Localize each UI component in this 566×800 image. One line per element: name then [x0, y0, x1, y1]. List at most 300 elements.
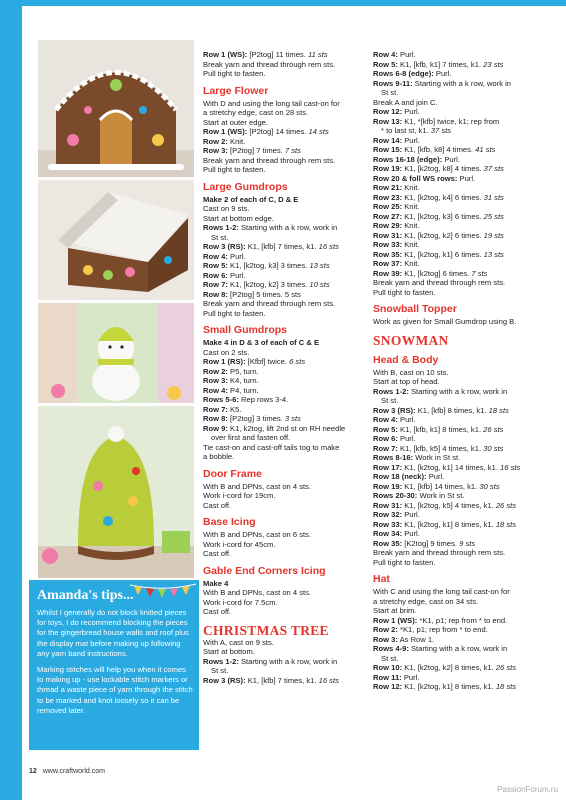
- row-label: Row 1 (WS):: [203, 127, 248, 136]
- instruction-row: [203, 280, 366, 290]
- instruction-row: [373, 644, 548, 654]
- watermark: PassionForum.ru: [497, 785, 558, 794]
- instruction-row: [203, 242, 366, 252]
- row-label: Row 8:: [203, 289, 228, 299]
- instruction-line: [203, 60, 366, 70]
- stitch-count: 37 sts: [430, 126, 452, 135]
- row-text: Knit.: [402, 202, 420, 211]
- instruction-line: [203, 443, 366, 453]
- row-label: Rows 16-18 (edge):: [373, 154, 443, 164]
- instruction-row: [373, 193, 548, 203]
- row-label: Row 2:: [203, 136, 228, 146]
- instruction-line: [373, 278, 548, 288]
- row-text: K1, [k2tog, k3] 6 times.: [402, 211, 484, 221]
- row-text: K1, [kfb, k8] 4 times.: [402, 145, 476, 154]
- stitch-count: 9 sts: [459, 538, 476, 548]
- instruction-row: [373, 79, 548, 89]
- instruction-row: [373, 136, 548, 146]
- instruction-line: [373, 368, 548, 378]
- row-text: Knit.: [402, 221, 420, 230]
- row-text: K1, [kfb] 14 times, k1.: [402, 481, 480, 491]
- row-label: Row 29:: [373, 221, 403, 230]
- section-heading: Head & Body: [373, 353, 439, 366]
- row-label: Row 33:: [373, 519, 403, 529]
- row-label: Row 20 & foll WS rows:: [373, 173, 458, 183]
- instruction-line: [203, 108, 366, 118]
- instruction-row: [203, 146, 366, 156]
- row-text: St st.: [211, 232, 229, 242]
- row-text: Work as given for Small Gumdrop using B.: [373, 317, 517, 326]
- row-label: Row 31:: [373, 230, 403, 240]
- row-label: Row 3 (RS):: [373, 405, 416, 415]
- row-label: Rows 1-2:: [373, 386, 409, 396]
- tips-box: [29, 580, 199, 750]
- instruction-row: [373, 434, 548, 444]
- row-label: Rows 1-2:: [203, 223, 239, 232]
- row-text: Work i-cord for 19cm.: [203, 491, 276, 500]
- stitch-count: 3 sts: [284, 414, 301, 423]
- instruction-line: [203, 491, 366, 501]
- row-text: K1, [k2tog, k3] 3 times.: [227, 261, 310, 270]
- instruction-row: [373, 69, 548, 79]
- bunting-decoration: [130, 582, 196, 600]
- stitch-count: 13 sts: [483, 249, 504, 259]
- row-text: Rep rows 3-4.: [238, 395, 289, 404]
- instruction-row: [373, 174, 548, 184]
- row-text: *K1, p1; rep from * to end.: [417, 615, 508, 625]
- row-text: a stretchy edge, cast on 34 sts.: [373, 596, 479, 606]
- instruction-line: [203, 540, 366, 550]
- instruction-line: [203, 299, 366, 309]
- row-text: a bobble.: [203, 452, 235, 461]
- row-label: Row 34:: [373, 529, 403, 538]
- row-text: With B and DPNs, cast on 4 sts.: [203, 481, 312, 491]
- row-text: Cast off.: [203, 549, 232, 558]
- instruction-row: [373, 117, 548, 127]
- section-heading: Small Gumdrops: [203, 324, 288, 336]
- stitch-count: 25 sts: [483, 211, 504, 221]
- instruction-line: [203, 309, 366, 319]
- row-label: Row 19:: [373, 481, 403, 491]
- instruction-line: [203, 638, 366, 648]
- row-text: Start at bottom.: [203, 647, 255, 656]
- instruction-row: [203, 405, 366, 415]
- instruction-row: [373, 155, 548, 165]
- row-text: Work in St st.: [417, 491, 465, 500]
- instruction-line: [373, 88, 548, 98]
- row-label: Row 4:: [203, 251, 228, 261]
- instruction-row: [373, 510, 548, 520]
- row-text: Knit.: [402, 183, 420, 192]
- instruction-row: [203, 252, 366, 262]
- instruction-row: [373, 491, 548, 501]
- stitch-count: 7 sts: [471, 268, 488, 278]
- row-label: Rows 20-30:: [373, 491, 418, 500]
- row-label: Row 5:: [203, 261, 228, 270]
- row-label: Row 18 (neck):: [373, 472, 427, 481]
- instruction-line: [203, 156, 366, 166]
- row-text: Purl.: [227, 270, 246, 280]
- instruction-line: [203, 607, 366, 617]
- instruction-row: [203, 676, 366, 686]
- instruction-row: [373, 616, 548, 626]
- instruction-line: [373, 548, 548, 558]
- row-text: With B, cast on 10 sts.: [373, 367, 449, 377]
- row-text: Pull tight to fasten.: [203, 165, 266, 174]
- row-label: Row 31:: [373, 500, 403, 510]
- row-text: Start at bottom edge.: [203, 213, 274, 223]
- row-text: [P2tog] 14 times.: [247, 127, 309, 136]
- photo-christmas-tree: [38, 406, 194, 578]
- stitch-count: 18 sts: [488, 405, 509, 415]
- row-text: P4, turn.: [227, 385, 259, 395]
- row-label: Row 3:: [373, 634, 398, 644]
- row-text: *K1, p1; rep from * to end.: [397, 625, 488, 634]
- instruction-line: [203, 69, 366, 79]
- row-text: [K2tog] 9 times.: [402, 538, 460, 548]
- row-text: Work in St st.: [413, 453, 461, 462]
- instruction-row: [373, 444, 548, 454]
- row-label: Row 19:: [373, 164, 403, 173]
- instruction-line: Make 4: [203, 578, 229, 588]
- instruction-row: [203, 376, 366, 386]
- instruction-line: [203, 118, 366, 128]
- instruction-line: Make 4 in D & 3 of each of C & E: [203, 338, 320, 347]
- row-text: Start at top of head.: [373, 377, 440, 386]
- row-label: Row 3:: [203, 376, 228, 385]
- stitch-count: 18 sts: [495, 519, 517, 529]
- stitch-count: 30 sts: [479, 481, 500, 491]
- stitch-count: 7 sts: [284, 146, 301, 155]
- stitch-count: 11 sts: [307, 50, 328, 59]
- instruction-line: [203, 452, 366, 462]
- tips-title: Amanda's tips...: [37, 588, 134, 603]
- instruction-row: [203, 357, 366, 367]
- row-label: Row 21:: [373, 183, 403, 192]
- instruction-row: [373, 415, 548, 425]
- section-heading: Hat: [373, 573, 390, 585]
- row-text: [P2tog] 7 times.: [227, 146, 285, 155]
- instruction-line: [203, 598, 366, 608]
- instruction-row: [203, 414, 366, 424]
- tips-paragraph: Marking stitches will help you when it comes to making up - use lockable stitch markers or thread a waste piece of yarn through the stitch to be marked and knot loosely so it can be removed later.: [37, 665, 193, 715]
- photo-gingerbread-house-side: [38, 180, 194, 300]
- section-heading: Gable End Corners Icing: [203, 564, 326, 577]
- row-text: Pull tight to fasten.: [373, 557, 436, 567]
- row-label: Row 7:: [373, 443, 398, 453]
- stitch-count: 13 sts: [309, 261, 330, 270]
- instruction-line: [203, 549, 366, 559]
- instruction-row: [373, 529, 548, 539]
- instruction-line: [373, 377, 548, 387]
- instruction-row: [373, 240, 548, 250]
- row-label: Row 3 (RS):: [203, 675, 246, 685]
- instruction-line: [203, 348, 366, 358]
- page-number: 12: [29, 768, 37, 775]
- row-text: K1, [kfb, k1] 8 times, k1.: [397, 424, 484, 434]
- instruction-line: [203, 588, 366, 598]
- instruction-row: [373, 145, 548, 155]
- instruction-row: [203, 424, 366, 434]
- row-label: Row 12:: [373, 682, 403, 691]
- row-text: K4, turn.: [227, 376, 259, 385]
- instruction-row: [373, 212, 548, 222]
- row-text: a stretchy edge, cast on 28 sts.: [203, 108, 309, 117]
- row-label: Row 27:: [373, 211, 403, 221]
- instruction-row: [373, 682, 548, 692]
- row-label: Rows 4-9:: [373, 644, 409, 653]
- row-text: Cast off.: [203, 607, 232, 616]
- row-text: Tie cast-on and cast-off tails tog to make: [203, 442, 340, 452]
- text-column-1: [203, 50, 366, 685]
- row-label: Row 14:: [373, 135, 403, 145]
- instruction-row: [373, 501, 548, 511]
- instruction-row: [373, 520, 548, 530]
- row-text: Work i-cord for 7.5cm.: [203, 597, 278, 607]
- row-text: K1, [kfb] 8 times, k1.: [415, 405, 489, 415]
- row-text: Purl.: [402, 107, 420, 116]
- row-text: Start at brim.: [373, 606, 417, 615]
- row-text: Purl.: [397, 415, 416, 424]
- row-text: With D and using the long tail cast-on for: [203, 98, 340, 108]
- row-text: Break yarn and thread through rem sts.: [203, 155, 336, 165]
- row-label: Row 35:: [373, 249, 403, 259]
- row-text: Knit.: [402, 240, 420, 249]
- row-text: Starting with a k row, work in: [412, 78, 512, 88]
- stitch-count: 16 sts: [318, 242, 339, 251]
- stitch-count: 16 sts: [318, 675, 339, 685]
- instruction-line: [373, 396, 548, 406]
- row-text: Purl.: [227, 251, 246, 261]
- row-text: K1, [k2tog, k1] 14 times, k1.: [402, 462, 501, 472]
- row-text: [P2tog] 3 times.: [227, 414, 285, 423]
- row-label: Row 3 (RS):: [203, 242, 246, 251]
- row-text: Knit.: [402, 259, 420, 268]
- instruction-line: [373, 587, 548, 597]
- row-label: Row 12:: [373, 107, 403, 116]
- row-text: Break A and join C.: [373, 97, 438, 107]
- row-label: Rows 6-8 (edge):: [373, 69, 434, 78]
- stitch-count: 26 sts: [495, 500, 517, 510]
- row-text: [P2tog] 5 times. 5 sts: [227, 289, 301, 299]
- row-label: Row 6:: [373, 434, 398, 443]
- instruction-row: [373, 387, 548, 397]
- row-text: K1, [k2tog, k2] 6 times.: [402, 230, 484, 240]
- footer: [29, 768, 105, 775]
- instruction-row: [373, 425, 548, 435]
- row-text: K1, [kfb, k5] 4 times, k1.: [397, 443, 484, 453]
- photo-gingerbread-house-front: [38, 40, 194, 177]
- row-text: Break yarn and thread through rem sts.: [203, 299, 336, 308]
- instruction-row: [373, 463, 548, 473]
- row-text: Purl.: [397, 50, 416, 59]
- text-column-2: [373, 50, 548, 692]
- row-label: Rows 5-6:: [203, 395, 239, 404]
- row-text: St st.: [381, 653, 399, 663]
- row-label: Row 17:: [373, 462, 403, 472]
- row-text: K1, [k2tog, k8] 4 times.: [402, 164, 484, 173]
- instruction-line: [203, 666, 366, 676]
- row-text: Break yarn and thread through rem sts.: [373, 548, 506, 557]
- instruction-line: [373, 126, 548, 136]
- instruction-row: [373, 221, 548, 231]
- instruction-row: [373, 482, 548, 492]
- instruction-row: [373, 231, 548, 241]
- instruction-line: [373, 317, 548, 327]
- row-label: Row 2:: [373, 625, 398, 634]
- row-text: Knit.: [227, 136, 246, 146]
- row-text: [Kfbf] twice.: [245, 357, 290, 366]
- instruction-row: [373, 50, 548, 60]
- row-text: Break yarn and thread through rem sts.: [373, 278, 506, 287]
- instruction-row: [373, 453, 548, 463]
- row-text: K1, [k2tog, k1] 8 times, k1.: [402, 682, 496, 691]
- instruction-row: [373, 539, 548, 549]
- row-text: Work i-cord for 45cm.: [203, 539, 276, 549]
- row-label: Row 33:: [373, 240, 403, 249]
- row-text: With C and using the long tail cast-on for: [373, 587, 510, 596]
- row-text: P5, turn.: [227, 366, 259, 376]
- row-text: Purl.: [426, 472, 445, 481]
- stitch-count: 31 sts: [483, 192, 504, 202]
- instruction-row: [373, 406, 548, 416]
- row-text: K1, [k2tog] 6 times.: [402, 268, 472, 278]
- row-label: Rows 9-11:: [373, 78, 413, 88]
- row-text: K1, [k2tog, k2] 8 times, k1.: [402, 663, 496, 672]
- row-text: Pull tight to fasten.: [203, 69, 266, 78]
- pattern-heading: SNOWMAN: [373, 332, 449, 348]
- row-label: Row 2:: [203, 366, 228, 376]
- row-label: Row 7:: [203, 280, 228, 289]
- row-text: K1, [k2tog, k5] 4 times, k1.: [402, 500, 496, 510]
- row-text: St st.: [381, 396, 399, 405]
- row-label: Row 23:: [373, 192, 403, 202]
- instruction-row: [203, 386, 366, 396]
- row-label: Row 8:: [203, 414, 228, 423]
- row-label: Row 11:: [373, 672, 402, 682]
- row-text: With B and DPNs, cast on 4 sts.: [203, 588, 312, 597]
- instruction-row: [373, 107, 548, 117]
- instruction-line: [373, 606, 548, 616]
- section-heading: Base Icing: [203, 516, 256, 528]
- row-text: K1, *[kfb] twice, k1; rep from: [402, 116, 500, 126]
- row-text: St st.: [381, 88, 399, 97]
- row-text: St st.: [211, 666, 229, 675]
- instruction-row: [203, 395, 366, 405]
- row-text: * to last st, k1.: [381, 126, 431, 135]
- row-text: As Row 1.: [397, 634, 435, 644]
- stitch-count: 41 sts: [475, 145, 496, 154]
- row-text: Pull tight to fasten.: [373, 287, 436, 297]
- instruction-line: [203, 99, 366, 109]
- row-label: Row 1 (WS):: [203, 50, 248, 59]
- stitch-count: 37 sts: [483, 164, 504, 173]
- row-label: Row 37:: [373, 259, 403, 268]
- row-label: Row 10:: [373, 663, 403, 672]
- stitch-count: 30 sts: [483, 443, 504, 453]
- row-text: over first and fasten off.: [211, 433, 291, 442]
- instruction-line: [373, 597, 548, 607]
- stitch-count: 26 sts: [483, 424, 504, 434]
- row-text: With B and DPNs, cast on 6 sts.: [203, 530, 312, 539]
- row-label: Row 4:: [373, 415, 398, 424]
- row-text: K1, [k2tog, k1] 8 times, k1.: [402, 519, 496, 529]
- row-text: K1, k2tog, lift 2nd st on RH needle: [227, 423, 346, 433]
- row-text: K1, [kfb] 7 times, k1.: [245, 242, 319, 251]
- instruction-row: [373, 183, 548, 193]
- section-heading: Large Flower: [203, 84, 269, 97]
- instruction-row: [373, 259, 548, 269]
- pattern-heading: CHRISTMAS TREE: [203, 622, 329, 638]
- instruction-row: [373, 673, 548, 683]
- row-label: Row 13:: [373, 116, 403, 126]
- row-label: Row 25:: [373, 202, 403, 211]
- section-heading: Snowball Topper: [373, 303, 457, 315]
- top-bar: [22, 0, 566, 6]
- stitch-count: 14 sts: [308, 127, 329, 136]
- instruction-row: [203, 367, 366, 377]
- row-label: Row 15:: [373, 145, 403, 154]
- section-heading: Large Gumdrops: [203, 180, 288, 193]
- row-text: Starting with a k row, work in: [238, 223, 338, 232]
- row-text: Pull tight to fasten.: [203, 308, 266, 318]
- footer-site: www.craftworld.com: [42, 768, 105, 775]
- row-text: Purl.: [402, 135, 420, 145]
- instruction-line: [373, 98, 548, 108]
- row-text: K1, [k2tog, k4] 6 times.: [402, 192, 484, 202]
- row-text: Break yarn and thread through rem sts.: [203, 59, 336, 69]
- row-label: Row 1 (WS):: [373, 615, 418, 625]
- instruction-row: [373, 625, 548, 635]
- row-text: Purl.: [457, 173, 476, 183]
- row-text: Starting with a k row, work in: [238, 656, 338, 666]
- row-label: Rows 1-2:: [203, 656, 239, 666]
- stitch-count: 26 sts: [495, 663, 517, 672]
- stitch-count: 23 sts: [483, 59, 504, 69]
- instruction-row: [373, 635, 548, 645]
- row-text: K1, [kfb] 7 times, k1.: [245, 675, 319, 685]
- row-text: Starting with a k row, work in: [408, 644, 508, 653]
- row-label: Row 5:: [373, 59, 398, 69]
- instruction-line: [373, 288, 548, 298]
- instruction-row: [373, 269, 548, 279]
- row-text: [P2tog] 11 times.: [247, 50, 308, 59]
- row-text: K5.: [227, 404, 242, 414]
- instruction-row: [203, 223, 366, 233]
- stitch-count: 19 sts: [483, 230, 504, 240]
- row-label: Row 1 (RS):: [203, 357, 246, 366]
- instruction-line: [203, 214, 366, 224]
- side-stripe: [0, 0, 22, 800]
- row-label: Row 4:: [373, 50, 398, 59]
- row-label: Row 6:: [203, 270, 228, 280]
- instruction-line: [373, 654, 548, 664]
- row-text: Purl.: [402, 510, 420, 519]
- row-text: K1, [k2tog, k1] 6 times.: [402, 249, 484, 259]
- instruction-row: [203, 261, 366, 271]
- instruction-row: [373, 60, 548, 70]
- stitch-count: 10 sts: [309, 280, 330, 289]
- instruction-row: [203, 137, 366, 147]
- row-text: Start at outer edge.: [203, 117, 269, 127]
- row-label: Row 32:: [373, 510, 403, 519]
- instruction-line: [373, 558, 548, 568]
- row-text: Cast on 9 sts.: [203, 204, 250, 213]
- instruction-row: [373, 472, 548, 482]
- row-text: Purl.: [433, 69, 452, 78]
- row-text: Cast on 2 sts.: [203, 347, 250, 357]
- stitch-count: 6 sts: [289, 357, 306, 366]
